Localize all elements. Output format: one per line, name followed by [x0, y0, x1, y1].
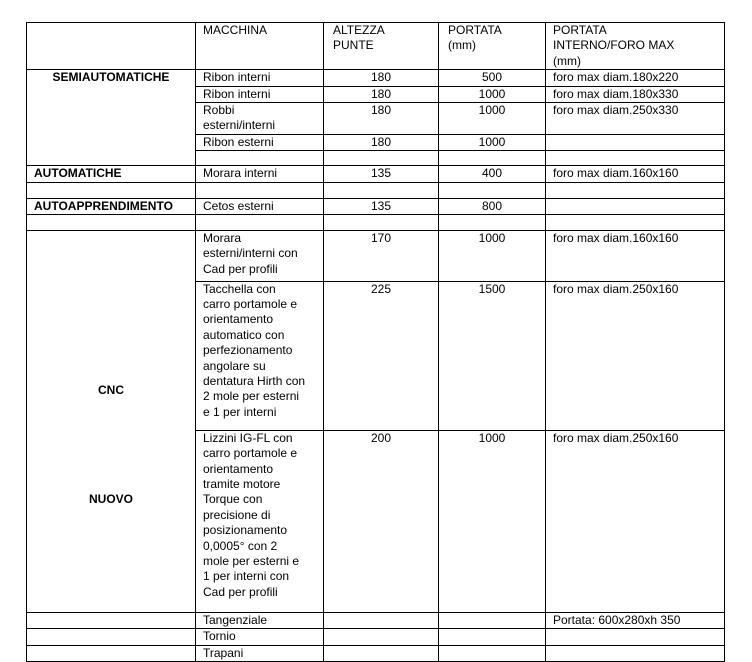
machines-table: [26, 22, 725, 662]
machine-cell: Cetos esterni: [196, 198, 324, 214]
bore-cell: [546, 629, 725, 645]
machine-cell: Lizzini IG-FL con carro portamole e orientamento tramite motore Torque con precisione di posizionamento 0,0005° con 2 mole per esterni e 1 per interni con Cad per profili: [196, 430, 324, 612]
empty-cell: [324, 612, 439, 628]
capacity-cell: 1000: [439, 231, 546, 281]
machine-cell: Morara interni: [196, 166, 324, 182]
capacity-cell: 1000: [439, 134, 546, 150]
header-category-cell: [27, 23, 196, 70]
empty-cell: [324, 182, 439, 198]
machine-cell: Trapani: [196, 645, 324, 661]
empty-cell: [324, 645, 439, 661]
category-cnc-nuovo: [27, 231, 196, 613]
empty-cell: [324, 215, 439, 231]
height-cell: 180: [324, 103, 439, 135]
capacity-cell: 800: [439, 198, 546, 214]
header-machine: MACCHINA: [196, 23, 324, 70]
table-row: [27, 198, 725, 214]
capacity-cell: 1000: [439, 86, 546, 102]
empty-cell: [324, 151, 439, 166]
empty-cell: [439, 645, 546, 661]
bore-cell: foro max diam.160x160: [546, 231, 725, 281]
table-row: [27, 70, 725, 86]
bore-cell: foro max diam.250x160: [546, 281, 725, 430]
spacer-row: [27, 182, 725, 198]
bore-cell: [546, 645, 725, 661]
header-center-height: ALTEZZA PUNTE: [324, 23, 439, 70]
bore-cell: foro max diam.160x160: [546, 166, 725, 182]
height-cell: 180: [324, 70, 439, 86]
machine-cell: Ribon interni: [196, 86, 324, 102]
empty-cell: [439, 215, 546, 231]
category-autoapprendimento: AUTOAPPRENDIMENTO: [27, 198, 196, 214]
category-nuovo: NUOVO: [88, 492, 133, 507]
header-bore-capacity: PORTATA INTERNO/FORO MAX (mm): [546, 23, 725, 70]
machine-cell: Tacchella con carro portamole e orientamento automatico con perfezionamento angolare su dentatura Hirth con 2 mole per esterni e 1 per interni: [196, 281, 324, 430]
empty-cell: [439, 182, 546, 198]
empty-cell: [439, 612, 546, 628]
bore-cell: foro max diam.250x330: [546, 103, 725, 135]
machine-cell: Ribon interni: [196, 70, 324, 86]
machine-cell: Ribon esterni: [196, 134, 324, 150]
height-cell: 135: [324, 166, 439, 182]
height-cell: 225: [324, 281, 439, 430]
header-capacity: PORTATA (mm): [439, 23, 546, 70]
empty-cell: [324, 629, 439, 645]
table-row: [27, 166, 725, 182]
machine-cell: Tangenziale: [196, 612, 324, 628]
empty-cell: [27, 629, 196, 645]
table-row: [27, 645, 725, 661]
empty-cell: [196, 215, 324, 231]
empty-cell: [439, 151, 546, 166]
capacity-cell: 1000: [439, 430, 546, 612]
table-row: [27, 629, 725, 645]
empty-cell: [439, 629, 546, 645]
machine-cell: Robbi esterni/interni: [196, 103, 324, 135]
bore-cell: foro max diam.180x220: [546, 70, 725, 86]
empty-cell: [546, 182, 725, 198]
height-cell: 170: [324, 231, 439, 281]
spacer-row: [27, 215, 725, 231]
bore-cell: foro max diam.180x330: [546, 86, 725, 102]
bore-cell: [546, 134, 725, 150]
machine-cell: Tornio: [196, 629, 324, 645]
machine-cell: Morara esterni/interni con Cad per profili: [196, 231, 324, 281]
empty-cell: [27, 612, 196, 628]
bore-cell: foro max diam.250x160: [546, 430, 725, 612]
bore-cell: Portata: 600x280xh 350: [546, 612, 725, 628]
capacity-cell: 1000: [439, 103, 546, 135]
header-row: [27, 23, 725, 70]
height-cell: 180: [324, 86, 439, 102]
table-row: [27, 231, 725, 281]
empty-cell: [196, 182, 324, 198]
height-cell: 135: [324, 198, 439, 214]
capacity-cell: 1500: [439, 281, 546, 430]
category-cnc: CNC: [98, 383, 124, 398]
empty-cell: [196, 151, 324, 166]
bore-cell: [546, 198, 725, 214]
category-semiautomatiche: SEMIAUTOMATICHE: [27, 70, 196, 166]
table-row: [27, 612, 725, 628]
category-automatiche: AUTOMATICHE: [27, 166, 196, 182]
capacity-cell: 500: [439, 70, 546, 86]
empty-cell: [27, 215, 196, 231]
empty-cell: [27, 645, 196, 661]
height-cell: 200: [324, 430, 439, 612]
empty-cell: [546, 151, 725, 166]
height-cell: 180: [324, 134, 439, 150]
capacity-cell: 400: [439, 166, 546, 182]
empty-cell: [546, 215, 725, 231]
empty-cell: [27, 182, 196, 198]
